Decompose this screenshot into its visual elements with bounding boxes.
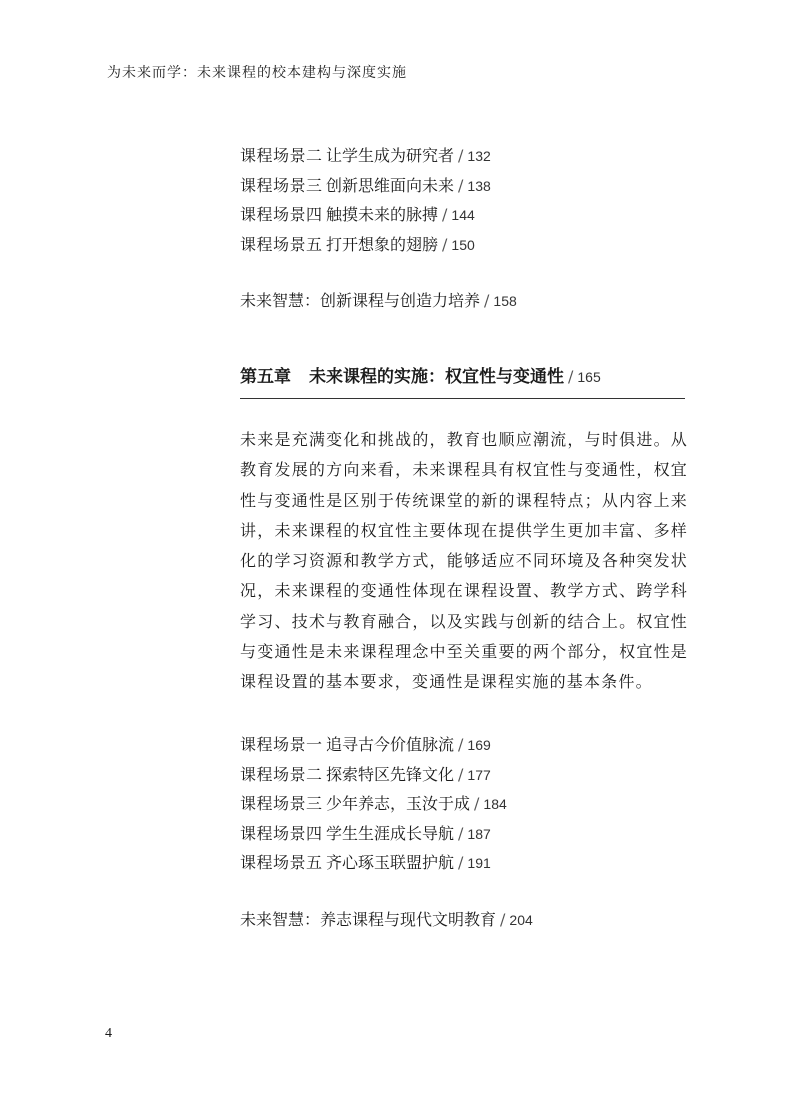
toc-entry-title: 学生生涯成长导航 — [326, 823, 455, 843]
toc-page-number: 150 — [451, 236, 475, 253]
toc-page-number: 184 — [483, 796, 507, 812]
toc-entry-title: 探索特区先锋文化 — [326, 764, 455, 784]
toc-scene-label: 课程场景五 — [240, 853, 323, 872]
toc-entry[interactable] — [240, 171, 690, 201]
toc-wisdom-entry[interactable] — [240, 287, 690, 315]
page-number: 4 — [105, 1026, 112, 1041]
toc-separator: / — [458, 175, 464, 195]
toc-entry-title: 打开想象的翅膀 — [326, 234, 439, 254]
chapter-number: 第五章 — [240, 367, 291, 387]
toc-separator: / — [458, 735, 464, 754]
toc-entry-title: 齐心琢玉联盟护航 — [326, 853, 455, 872]
toc-scene-label: 课程场景三 — [240, 175, 323, 195]
toc-separator: / — [484, 291, 490, 310]
toc-entry[interactable] — [240, 730, 690, 760]
toc-page-number: 177 — [467, 766, 491, 783]
toc-separator: / — [458, 764, 464, 784]
toc-separator: / — [442, 205, 448, 224]
toc-scene-label: 课程场景四 — [240, 205, 323, 224]
toc-page-number: 191 — [467, 855, 491, 871]
toc-page-number: 204 — [509, 912, 533, 928]
toc-separator: / — [474, 794, 480, 813]
toc-separator: / — [568, 367, 574, 386]
toc-page-number: 138 — [467, 177, 491, 194]
toc-entry[interactable] — [240, 819, 690, 849]
toc-entry[interactable] — [240, 200, 690, 230]
toc-wisdom-entry[interactable] — [240, 906, 690, 934]
toc-list-top — [240, 141, 690, 259]
toc-scene-label: 课程场景一 — [240, 735, 323, 754]
toc-entry-title: 让学生成为研究者 — [326, 146, 455, 165]
chapter-heading[interactable] — [240, 362, 685, 399]
toc-page-number: 187 — [467, 825, 491, 842]
toc-entry-title: 未来智慧：创新课程与创造力培养 — [240, 291, 481, 310]
toc-scene-label: 课程场景三 — [240, 794, 323, 813]
toc-separator: / — [458, 853, 464, 872]
toc-entry-title: 触摸未来的脉搏 — [326, 205, 439, 224]
toc-separator: / — [458, 823, 464, 843]
toc-entry-title: 创新思维面向未来 — [326, 175, 455, 195]
toc-entry[interactable] — [240, 789, 690, 819]
chapter-title: 未来课程的实施：权宜性与变通性 — [309, 367, 564, 387]
toc-page-number: 132 — [467, 148, 491, 164]
toc-entry-title: 追寻古今价值脉流 — [326, 735, 455, 754]
toc-entry[interactable] — [240, 141, 690, 171]
toc-separator: / — [500, 910, 506, 929]
toc-page-number: 144 — [451, 207, 475, 223]
running-head: 为未来而学：未来课程的校本建构与深度实施 — [107, 65, 407, 81]
toc-entry-title: 少年养志，玉汝于成 — [326, 794, 471, 813]
chapter-page-number: 165 — [577, 369, 601, 385]
toc-list-bottom — [240, 730, 690, 878]
toc-entry[interactable] — [240, 230, 690, 260]
toc-scene-label: 课程场景二 — [240, 146, 323, 165]
toc-entry[interactable] — [240, 760, 690, 790]
toc-entry[interactable] — [240, 848, 690, 878]
toc-scene-label: 课程场景四 — [240, 823, 323, 843]
toc-separator: / — [458, 146, 464, 165]
toc-page-number: 169 — [467, 737, 491, 753]
chapter-intro-paragraph: 未来是充满变化和挑战的，教育也顺应潮流，与时俱进。从教育发展的方向来看，未来课程具有权宜性与变通性，权宜性与变通性是区别于传统课堂的新的课程特点；从内容上来讲，未来课程的权宜性主要体现在提供学生更加丰富、多样化的学习资源和教学方式，能够适应不同环境及各种突发状况，未来课程的变通性体现在课程设置、教学方式、跨学科学习、技术与教育融合，以及实践与创新的结合上。权宜性与变通性是未来课程理念中至关重要的两个部分，权宜性是课程设置的基本要求，变通性是课程实施的基本条件。 — [240, 430, 688, 692]
toc-entry-title: 未来智慧：养志课程与现代文明教育 — [240, 910, 497, 929]
toc-scene-label: 课程场景二 — [240, 764, 323, 784]
toc-separator: / — [442, 234, 448, 254]
toc-page-number: 158 — [493, 293, 517, 309]
toc-scene-label: 课程场景五 — [240, 234, 323, 254]
